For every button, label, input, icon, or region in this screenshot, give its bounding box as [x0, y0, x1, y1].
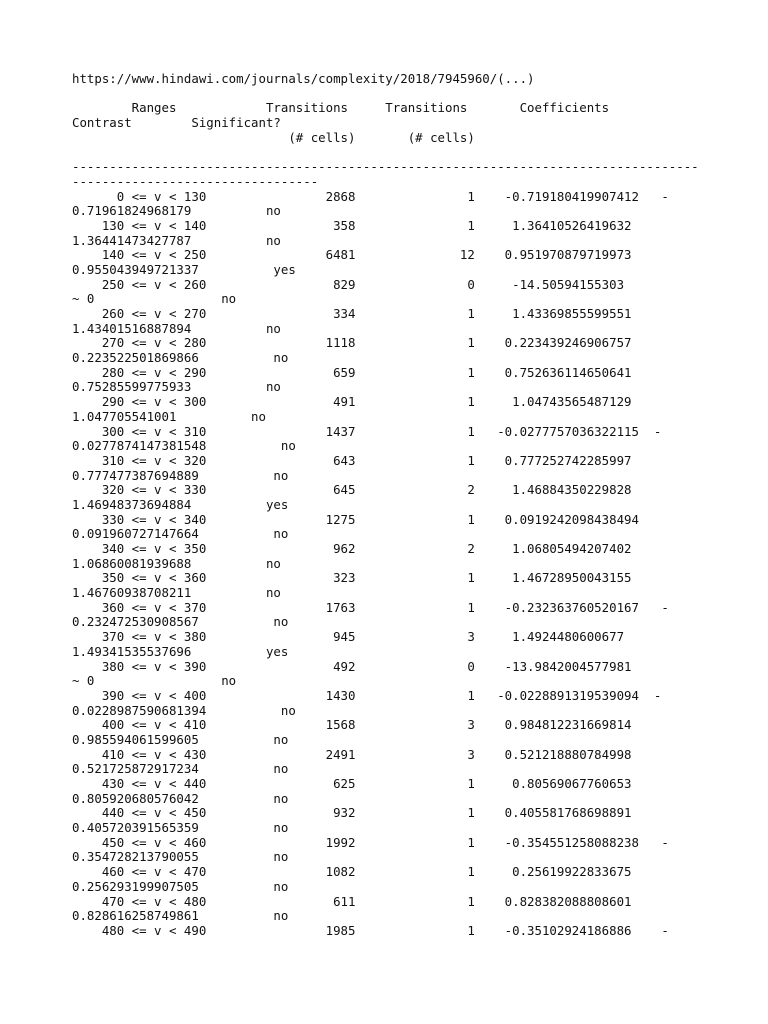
text-line: 0.71961824968179 no — [72, 203, 281, 219]
text-line: 480 <= v < 490 1985 1 -0.35102924186886 - — [72, 922, 669, 938]
text-line: 340 <= v < 350 962 2 1.06805494207402 — [72, 541, 632, 556]
text-line: 0.354728213790055 no — [72, 849, 289, 865]
text-line: Ranges Transitions Transitions Coefficients — [72, 100, 610, 116]
text-line: 1.36441473427787 no — [72, 232, 281, 248]
text-line: 0.232472530908567 no — [72, 614, 289, 630]
text-line: 0.828616258749861 no — [72, 908, 289, 924]
source-url: https://www.hindawi.com/journals/complexity/2018/7945960/(...) — [72, 71, 535, 86]
text-line: 0.256293199907505 no — [72, 878, 289, 894]
text-line: 0 <= v < 130 2868 1 -0.719180419907412 - — [72, 188, 669, 204]
text-line: 1.49341535537696 yes — [72, 643, 289, 659]
text-line: 0.777477387694889 no — [72, 467, 289, 483]
text-line: 0.0277874147381548 no — [72, 438, 296, 454]
text-line: 430 <= v < 440 625 1 0.80569067760653 — [72, 776, 632, 791]
text-line: 0.955043949721337 yes — [72, 261, 296, 277]
text-line: Contrast Significant? — [72, 115, 281, 131]
text-line: 1.06860081939688 no — [72, 555, 281, 571]
text-line — [72, 145, 699, 160]
text-line: 0.405720391565359 no — [72, 820, 289, 836]
text-line: 0.521725872917234 no — [72, 761, 289, 777]
text-line: 260 <= v < 270 334 1 1.43369855599551 — [72, 306, 632, 321]
text-line — [72, 87, 699, 102]
text-line: 0.223522501869866 no — [72, 350, 289, 366]
text-line: 290 <= v < 300 491 1 1.04743565487129 — [72, 394, 632, 410]
text-line: --------------------------------- — [72, 173, 319, 189]
text-line: 130 <= v < 140 358 1 1.36410526419632 — [72, 217, 632, 233]
text-line: ------------------------------------------------------------------------------------ — [72, 159, 699, 175]
text-line: 470 <= v < 480 611 1 0.828382088808601 — [72, 893, 632, 909]
text-line: 280 <= v < 290 659 1 0.752636114650641 — [72, 364, 632, 380]
text-line: 330 <= v < 340 1275 1 0.0919242098438494 — [72, 511, 639, 527]
text-line: 270 <= v < 280 1118 1 0.223439246906757 — [72, 335, 632, 351]
text-line: 370 <= v < 380 945 3 1.4924480600677 — [72, 629, 625, 645]
text-line: 380 <= v < 390 492 0 -13.9842004577981 — [72, 658, 632, 674]
text-line: 0.091960727147664 no — [72, 526, 289, 542]
text-line: 350 <= v < 360 323 1 1.46728950043155 — [72, 570, 632, 586]
text-line: 0.75285599775933 no — [72, 379, 281, 395]
text-line: 460 <= v < 470 1082 1 0.25619922833675 — [72, 864, 632, 880]
text-line: 410 <= v < 430 2491 3 0.521218880784998 — [72, 746, 632, 762]
text-line: 360 <= v < 370 1763 1 -0.232363760520167 - — [72, 599, 669, 615]
text-line: ~ 0 no — [72, 673, 237, 689]
text-line: 320 <= v < 330 645 2 1.46884350229828 — [72, 482, 632, 498]
text-line: 300 <= v < 310 1437 1 -0.0277757036322115 - — [72, 423, 662, 439]
text-line: 390 <= v < 400 1430 1 -0.0228891319539094 - — [72, 687, 662, 703]
text-line: 1.46948373694884 yes — [72, 496, 289, 512]
text-line: 1.46760938708211 no — [72, 585, 281, 601]
text-line: 0.0228987590681394 no — [72, 702, 296, 718]
text-line: 450 <= v < 460 1992 1 -0.354551258088238 - — [72, 834, 669, 850]
text-line: 400 <= v < 410 1568 3 0.984812231669814 — [72, 717, 632, 733]
text-line: 1.43401516887894 no — [72, 320, 281, 336]
text-line: 1.047705541001 no — [72, 408, 266, 424]
text-line: (# cells) (# cells) — [72, 129, 475, 145]
text-line: 0.805920680576042 no — [72, 790, 289, 806]
text-line: ~ 0 no — [72, 291, 237, 307]
text-line: 250 <= v < 260 829 0 -14.50594155303 — [72, 276, 625, 292]
text-line: 440 <= v < 450 932 1 0.405581768698891 — [72, 805, 632, 821]
text-line: 310 <= v < 320 643 1 0.777252742285997 — [72, 452, 632, 468]
document-text — [72, 72, 699, 939]
text-line: 0.985594061599605 no — [72, 731, 289, 747]
text-line: 140 <= v < 250 6481 12 0.951970879719973 — [72, 247, 632, 263]
